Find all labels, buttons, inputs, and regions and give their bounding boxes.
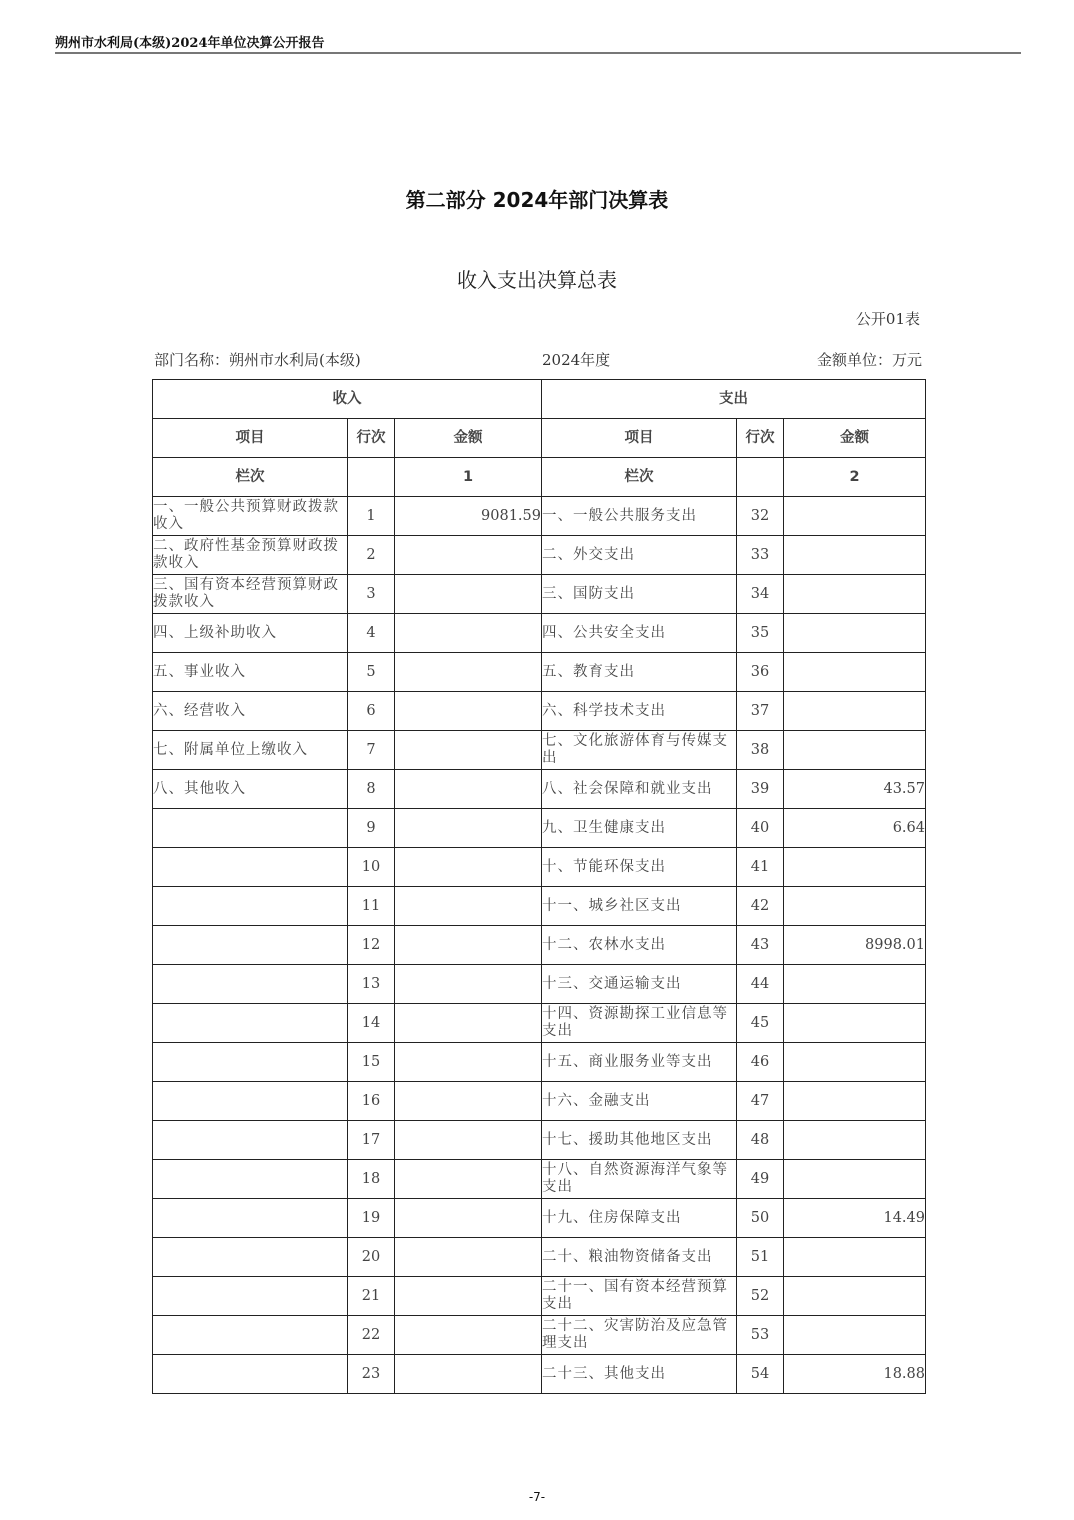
expense-line: 49 xyxy=(737,1160,784,1199)
expense-item: 十五、商业服务业等支出 xyxy=(542,1043,737,1082)
expense-item: 二、外交支出 xyxy=(542,536,737,575)
income-amount xyxy=(395,614,542,653)
income-amount xyxy=(395,1316,542,1355)
expense-index-line xyxy=(737,458,784,497)
income-line: 7 xyxy=(348,731,395,770)
header-rule xyxy=(55,52,1021,54)
income-line: 22 xyxy=(348,1316,395,1355)
income-amount xyxy=(395,848,542,887)
table-row xyxy=(153,614,926,653)
income-amount xyxy=(395,887,542,926)
expense-header: 支出 xyxy=(542,380,926,419)
income-col-amount: 金额 xyxy=(395,419,542,458)
expense-item: 三、国防支出 xyxy=(542,575,737,614)
expense-item: 八、社会保障和就业支出 xyxy=(542,770,737,809)
income-line: 4 xyxy=(348,614,395,653)
expense-amount: 8998.01 xyxy=(784,926,926,965)
expense-amount xyxy=(784,1316,926,1355)
running-header: 朔州市水利局(本级)2024年单位决算公开报告 xyxy=(55,36,325,51)
income-item: 五、事业收入 xyxy=(153,653,348,692)
expense-amount xyxy=(784,614,926,653)
table-row xyxy=(153,1199,926,1238)
expense-item: 十、节能环保支出 xyxy=(542,848,737,887)
income-amount xyxy=(395,1199,542,1238)
income-line: 17 xyxy=(348,1121,395,1160)
table-row xyxy=(153,1082,926,1121)
income-item xyxy=(153,1316,348,1355)
income-amount xyxy=(395,1355,542,1394)
expense-item: 十六、金融支出 xyxy=(542,1082,737,1121)
income-item: 三、国有资本经营预算财政拨款收入 xyxy=(153,575,348,614)
income-line: 15 xyxy=(348,1043,395,1082)
income-item: 八、其他收入 xyxy=(153,770,348,809)
income-line: 16 xyxy=(348,1082,395,1121)
expense-item: 二十三、其他支出 xyxy=(542,1355,737,1394)
section-header-row xyxy=(153,380,926,419)
expense-line: 46 xyxy=(737,1043,784,1082)
income-amount xyxy=(395,965,542,1004)
column-header-row xyxy=(153,419,926,458)
income-expense-table xyxy=(152,379,926,1394)
income-line: 6 xyxy=(348,692,395,731)
income-amount xyxy=(395,653,542,692)
expense-item: 七、文化旅游体育与传媒支出 xyxy=(542,731,737,770)
expense-amount: 18.88 xyxy=(784,1355,926,1394)
income-line: 10 xyxy=(348,848,395,887)
expense-amount xyxy=(784,1121,926,1160)
income-amount xyxy=(395,770,542,809)
department-name: 部门名称：朔州市水利局(本级) xyxy=(154,351,361,369)
expense-item: 一、一般公共服务支出 xyxy=(542,497,737,536)
expense-line: 53 xyxy=(737,1316,784,1355)
expense-col-item: 项目 xyxy=(542,419,737,458)
table-row xyxy=(153,770,926,809)
income-item xyxy=(153,926,348,965)
table-row xyxy=(153,926,926,965)
column-index-row xyxy=(153,458,926,497)
expense-item: 五、教育支出 xyxy=(542,653,737,692)
expense-item: 十八、自然资源海洋气象等支出 xyxy=(542,1160,737,1199)
income-line: 12 xyxy=(348,926,395,965)
expense-amount xyxy=(784,1082,926,1121)
expense-line: 34 xyxy=(737,575,784,614)
income-item xyxy=(153,1277,348,1316)
table-title: 收入支出决算总表 xyxy=(457,268,617,292)
income-line: 11 xyxy=(348,887,395,926)
income-amount xyxy=(395,1004,542,1043)
expense-item: 二十一、国有资本经营预算支出 xyxy=(542,1277,737,1316)
expense-amount xyxy=(784,653,926,692)
income-line: 13 xyxy=(348,965,395,1004)
table-row xyxy=(153,497,926,536)
expense-amount xyxy=(784,731,926,770)
income-item xyxy=(153,809,348,848)
table-row xyxy=(153,692,926,731)
expense-amount xyxy=(784,692,926,731)
income-line: 20 xyxy=(348,1238,395,1277)
expense-item: 十九、住房保障支出 xyxy=(542,1199,737,1238)
expense-line: 35 xyxy=(737,614,784,653)
income-item: 一、一般公共预算财政拨款收入 xyxy=(153,497,348,536)
form-code: 公开01表 xyxy=(855,310,920,328)
income-amount xyxy=(395,926,542,965)
income-line: 2 xyxy=(348,536,395,575)
income-item xyxy=(153,1121,348,1160)
expense-amount xyxy=(784,575,926,614)
income-item: 六、经营收入 xyxy=(153,692,348,731)
table-row xyxy=(153,1355,926,1394)
income-amount xyxy=(395,536,542,575)
expense-item: 十七、援助其他地区支出 xyxy=(542,1121,737,1160)
expense-amount: 6.64 xyxy=(784,809,926,848)
table-row xyxy=(153,965,926,1004)
expense-line: 32 xyxy=(737,497,784,536)
expense-amount xyxy=(784,887,926,926)
expense-amount xyxy=(784,1043,926,1082)
income-line: 14 xyxy=(348,1004,395,1043)
expense-item: 十一、城乡社区支出 xyxy=(542,887,737,926)
expense-line: 51 xyxy=(737,1238,784,1277)
income-item xyxy=(153,1004,348,1043)
income-amount xyxy=(395,1277,542,1316)
table-row xyxy=(153,1238,926,1277)
income-item xyxy=(153,1355,348,1394)
expense-line: 43 xyxy=(737,926,784,965)
income-header: 收入 xyxy=(153,380,542,419)
part-title: 第二部分 2024年部门决算表 xyxy=(405,188,669,212)
income-line: 18 xyxy=(348,1160,395,1199)
income-item: 四、上级补助收入 xyxy=(153,614,348,653)
income-line: 8 xyxy=(348,770,395,809)
income-amount xyxy=(395,1082,542,1121)
income-line: 23 xyxy=(348,1355,395,1394)
expense-line: 33 xyxy=(737,536,784,575)
page-number: -7- xyxy=(528,1490,546,1504)
income-amount: 9081.59 xyxy=(395,497,542,536)
expense-line: 39 xyxy=(737,770,784,809)
expense-amount: 14.49 xyxy=(784,1199,926,1238)
income-item xyxy=(153,1082,348,1121)
table-meta xyxy=(154,349,922,369)
expense-line: 48 xyxy=(737,1121,784,1160)
amount-unit: 金额单位：万元 xyxy=(816,351,922,369)
expense-amount xyxy=(784,497,926,536)
expense-line: 41 xyxy=(737,848,784,887)
expense-item: 四、公共安全支出 xyxy=(542,614,737,653)
income-item: 七、附属单位上缴收入 xyxy=(153,731,348,770)
expense-item: 二十、粮油物资储备支出 xyxy=(542,1238,737,1277)
income-amount xyxy=(395,809,542,848)
income-index-number: 1 xyxy=(395,458,542,497)
income-index-line xyxy=(348,458,395,497)
table-row xyxy=(153,1121,926,1160)
expense-item: 九、卫生健康支出 xyxy=(542,809,737,848)
table-row xyxy=(153,848,926,887)
income-line: 9 xyxy=(348,809,395,848)
expense-line: 42 xyxy=(737,887,784,926)
expense-amount xyxy=(784,1277,926,1316)
expense-line: 54 xyxy=(737,1355,784,1394)
expense-line: 45 xyxy=(737,1004,784,1043)
income-item: 二、政府性基金预算财政拨款收入 xyxy=(153,536,348,575)
fiscal-year: 2024年度 xyxy=(542,351,611,369)
income-col-item: 项目 xyxy=(153,419,348,458)
income-col-line: 行次 xyxy=(348,419,395,458)
table-row xyxy=(153,887,926,926)
income-index-label: 栏次 xyxy=(153,458,348,497)
income-amount xyxy=(395,692,542,731)
income-amount xyxy=(395,1043,542,1082)
table-row xyxy=(153,653,926,692)
expense-line: 52 xyxy=(737,1277,784,1316)
expense-amount xyxy=(784,536,926,575)
income-item xyxy=(153,965,348,1004)
expense-item: 二十二、灾害防治及应急管理支出 xyxy=(542,1316,737,1355)
income-amount xyxy=(395,1160,542,1199)
income-item xyxy=(153,1199,348,1238)
expense-line: 36 xyxy=(737,653,784,692)
income-amount xyxy=(395,1238,542,1277)
expense-amount xyxy=(784,1004,926,1043)
table-row xyxy=(153,1316,926,1355)
expense-col-amount: 金额 xyxy=(784,419,926,458)
expense-index-label: 栏次 xyxy=(542,458,737,497)
expense-line: 50 xyxy=(737,1199,784,1238)
income-line: 19 xyxy=(348,1199,395,1238)
expense-amount: 43.57 xyxy=(784,770,926,809)
income-line: 5 xyxy=(348,653,395,692)
income-item xyxy=(153,848,348,887)
expense-amount xyxy=(784,1238,926,1277)
expense-item: 十四、资源勘探工业信息等支出 xyxy=(542,1004,737,1043)
expense-line: 47 xyxy=(737,1082,784,1121)
table-row xyxy=(153,809,926,848)
expense-line: 37 xyxy=(737,692,784,731)
expense-item: 十三、交通运输支出 xyxy=(542,965,737,1004)
income-amount xyxy=(395,1121,542,1160)
expense-index-number: 2 xyxy=(784,458,926,497)
expense-line: 38 xyxy=(737,731,784,770)
income-amount xyxy=(395,575,542,614)
table-row xyxy=(153,575,926,614)
expense-amount xyxy=(784,848,926,887)
expense-amount xyxy=(784,965,926,1004)
income-item xyxy=(153,1238,348,1277)
expense-line: 44 xyxy=(737,965,784,1004)
income-item xyxy=(153,887,348,926)
income-item xyxy=(153,1043,348,1082)
income-amount xyxy=(395,731,542,770)
table-row xyxy=(153,1043,926,1082)
income-item xyxy=(153,1160,348,1199)
expense-item: 六、科学技术支出 xyxy=(542,692,737,731)
income-line: 3 xyxy=(348,575,395,614)
table-row xyxy=(153,536,926,575)
income-line: 1 xyxy=(348,497,395,536)
expense-amount xyxy=(784,1160,926,1199)
income-line: 21 xyxy=(348,1277,395,1316)
expense-item: 十二、农林水支出 xyxy=(542,926,737,965)
table-row xyxy=(153,1160,926,1199)
table-row xyxy=(153,1004,926,1043)
table-row xyxy=(153,731,926,770)
expense-line: 40 xyxy=(737,809,784,848)
expense-col-line: 行次 xyxy=(737,419,784,458)
table-row xyxy=(153,1277,926,1316)
